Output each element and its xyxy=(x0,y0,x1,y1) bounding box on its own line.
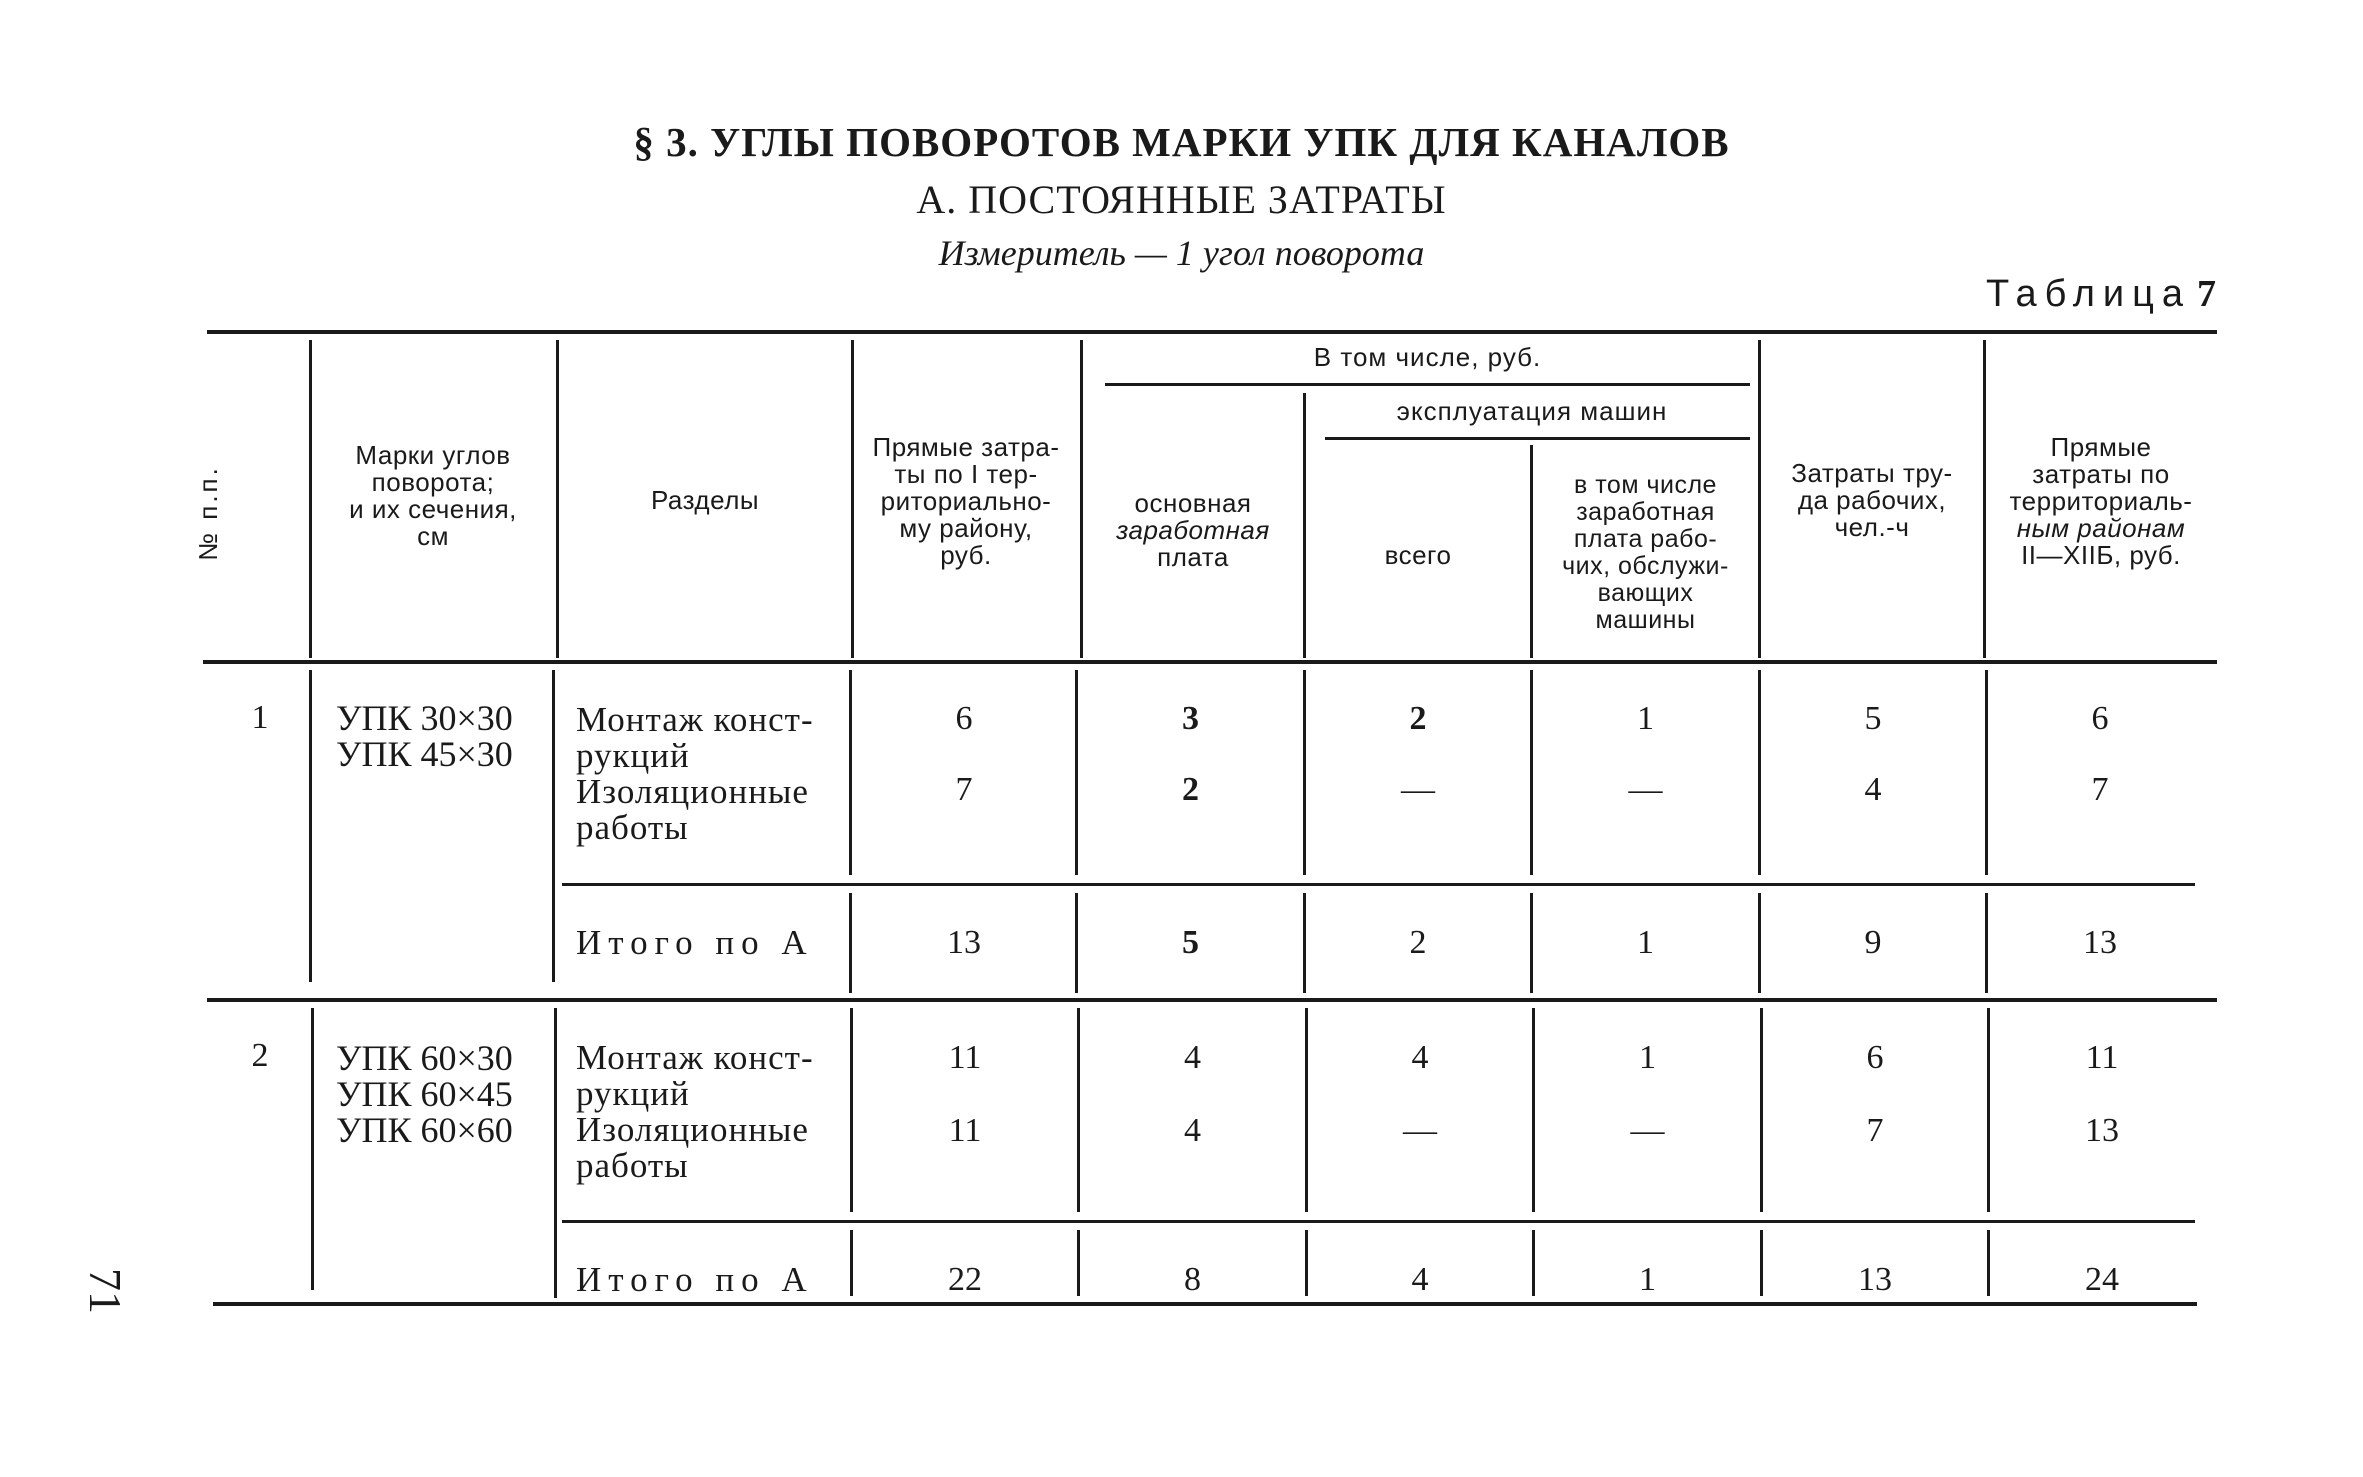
incl-rule xyxy=(1105,383,1750,386)
col-header-direct-other xyxy=(1986,434,2216,569)
vrule xyxy=(554,1008,557,1298)
section-name-line: Изоляционные xyxy=(576,1110,809,1149)
subtotal-rule-1 xyxy=(562,883,2195,886)
value-basic: 4 xyxy=(1184,1039,1201,1076)
value-machines-wage: 1 xyxy=(1637,700,1654,737)
col-header-direct-line: риториально- xyxy=(880,486,1052,516)
col-header-direct-line: руб. xyxy=(940,540,992,570)
col-header-brands-line: см xyxy=(417,521,449,551)
subtotal-label: Итого по А xyxy=(576,1260,814,1299)
measure-unit: Измеритель — 1 угол поворота xyxy=(938,233,1425,273)
table-label-text: Таблица xyxy=(1986,273,2191,315)
value-machines-wage: — xyxy=(1630,1112,1665,1149)
vrule xyxy=(850,1008,853,1212)
col-header-total: всего xyxy=(1384,540,1452,570)
vrule xyxy=(1987,1008,1990,1212)
subtotal-machines-wage: 1 xyxy=(1637,924,1654,961)
value-basic: 2 xyxy=(1182,771,1199,808)
value-direct-other: 11 xyxy=(2085,1039,2119,1076)
col-header-brands-line: Марки углов xyxy=(355,440,511,470)
brand-list xyxy=(336,1040,551,1148)
subtotal-direct: 22 xyxy=(948,1261,982,1298)
subtotal-labor: 13 xyxy=(1858,1261,1892,1298)
col-header-num: № п.п. xyxy=(193,465,223,561)
col-header-labor-line: Затраты тру- xyxy=(1791,458,1953,488)
value-machines-total: 2 xyxy=(1409,700,1427,737)
col-header-incl: В том числе, руб. xyxy=(1313,342,1542,372)
vrule xyxy=(1760,1008,1763,1212)
vrule xyxy=(311,1008,314,1290)
value-basic: 3 xyxy=(1182,700,1199,737)
vrule xyxy=(1077,1008,1080,1212)
subtotal-machines-wage: 1 xyxy=(1639,1261,1656,1298)
section-name-line: Монтаж конст- xyxy=(576,700,814,739)
vrule xyxy=(1532,1008,1535,1212)
section-name xyxy=(576,1040,848,1112)
section-name-line: работы xyxy=(576,1146,689,1185)
section-heading: § 3. УГЛЫ ПОВОРОТОВ МАРКИ УПК ДЛЯ КАНАЛОВ xyxy=(633,119,1730,165)
table-label xyxy=(1986,272,2216,316)
col-header-incl-wage-line: машины xyxy=(1595,606,1696,634)
col-header-basic-line: плата xyxy=(1157,542,1229,572)
header-bottom-rule xyxy=(203,660,2217,664)
value-machines-total: — xyxy=(1401,771,1435,808)
subtotal-rule-2 xyxy=(562,1220,2195,1223)
col-header-brands-line: и их сечения, xyxy=(349,494,517,524)
section-name-line: Монтаж конст- xyxy=(576,1038,814,1077)
value-direct: 6 xyxy=(955,700,973,737)
brand-item: УПК 60×45 xyxy=(336,1074,513,1114)
col-header-direct-line: Прямые затра- xyxy=(872,432,1060,462)
value-labor: 4 xyxy=(1864,771,1882,808)
subtotal-direct-other: 24 xyxy=(2085,1261,2119,1298)
subtotal-basic: 5 xyxy=(1182,924,1199,961)
col-header-direct-other-line: ным районам xyxy=(2016,513,2186,543)
value-direct: 11 xyxy=(948,1112,982,1149)
col-header-labor xyxy=(1761,460,1983,541)
col-header-incl-wage-line: вающих xyxy=(1597,579,1694,607)
section-name-line: рукций xyxy=(576,736,690,775)
brand-item: УПК 60×60 xyxy=(336,1110,513,1150)
group-number: 2 xyxy=(251,1037,269,1074)
subtotal-machines-total: 2 xyxy=(1409,924,1427,961)
col-header-basic-line: заработная xyxy=(1116,515,1270,545)
col-header-direct-line: му району, xyxy=(899,513,1033,543)
subtotal-basic: 8 xyxy=(1184,1261,1201,1298)
value-machines-wage: — xyxy=(1628,771,1663,808)
table-number: 7 xyxy=(2197,273,2216,315)
col-header-basic-line: основная xyxy=(1134,488,1252,518)
value-labor: 7 xyxy=(1866,1112,1884,1149)
subtotal-direct-other: 13 xyxy=(2083,924,2117,961)
table-top-rule xyxy=(207,330,2217,334)
value-machines-total: 4 xyxy=(1411,1039,1429,1076)
value-basic: 4 xyxy=(1184,1112,1201,1149)
col-header-labor-line: да рабочих, xyxy=(1797,485,1947,515)
page-number: 71 xyxy=(80,1268,131,1314)
col-header-direct-other-line: II—XIIБ, руб. xyxy=(2021,540,2181,570)
value-labor: 5 xyxy=(1864,700,1882,737)
col-header-sections: Разделы xyxy=(650,485,760,515)
vrule xyxy=(1303,393,1306,658)
value-direct: 7 xyxy=(955,771,973,808)
vrule xyxy=(1305,1008,1308,1212)
col-header-brands xyxy=(313,442,553,550)
col-header-basic xyxy=(1083,490,1303,571)
section-name-line: Изоляционные xyxy=(576,772,809,811)
brand-item: УПК 45×30 xyxy=(336,734,513,774)
col-header-direct-other-line: территориаль- xyxy=(2009,486,2193,516)
section-name xyxy=(576,702,846,774)
col-header-incl-wage xyxy=(1533,472,1758,634)
col-header-incl-wage-line: чих, обслужи- xyxy=(1562,552,1729,580)
col-header-direct-line: ты по I тер- xyxy=(894,459,1038,489)
value-machines-wage: 1 xyxy=(1639,1039,1656,1076)
vrule xyxy=(309,340,312,658)
col-header-incl-wage-line: в том числе xyxy=(1574,471,1717,499)
table-bottom-rule xyxy=(213,1302,2197,1306)
vrule xyxy=(556,340,559,658)
subtotal-direct: 13 xyxy=(947,924,981,961)
vrule xyxy=(309,670,312,982)
value-machines-total: — xyxy=(1403,1112,1437,1149)
col-header-incl-wage-line: плата рабо- xyxy=(1573,525,1718,553)
col-header-direct-other-line: Прямые xyxy=(2050,432,2152,462)
section-name-line: рукций xyxy=(576,1074,690,1113)
value-direct-other: 7 xyxy=(2091,771,2109,808)
subsection-heading: А. ПОСТОЯННЫЕ ЗАТРАТЫ xyxy=(916,177,1447,222)
value-direct-other: 13 xyxy=(2085,1112,2119,1149)
brand-item: УПК 60×30 xyxy=(336,1038,513,1078)
col-header-direct-other-line: затраты по xyxy=(2032,459,2170,489)
subtotal-machines-total: 4 xyxy=(1411,1261,1429,1298)
machines-rule xyxy=(1325,437,1750,440)
section-name xyxy=(576,774,846,846)
section-name-line: работы xyxy=(576,808,689,847)
col-header-labor-line: чел.-ч xyxy=(1834,512,1910,542)
col-header-direct xyxy=(852,434,1080,569)
brand-item: УПК 30×30 xyxy=(336,698,513,738)
subtotal-labor: 9 xyxy=(1864,924,1882,961)
value-direct: 11 xyxy=(948,1039,982,1076)
col-header-machines: эксплуатация машин xyxy=(1396,396,1668,426)
vrule xyxy=(552,670,555,982)
section-name xyxy=(576,1112,848,1184)
value-labor: 6 xyxy=(1866,1039,1884,1076)
group-separator-rule xyxy=(207,998,2217,1002)
value-direct-other: 6 xyxy=(2091,700,2109,737)
brand-list xyxy=(336,700,551,772)
col-header-incl-wage-line: заработная xyxy=(1576,498,1715,526)
col-header-brands-line: поворота; xyxy=(371,467,495,497)
subtotal-label: Итого по А xyxy=(576,923,814,962)
group-number: 1 xyxy=(251,699,269,736)
